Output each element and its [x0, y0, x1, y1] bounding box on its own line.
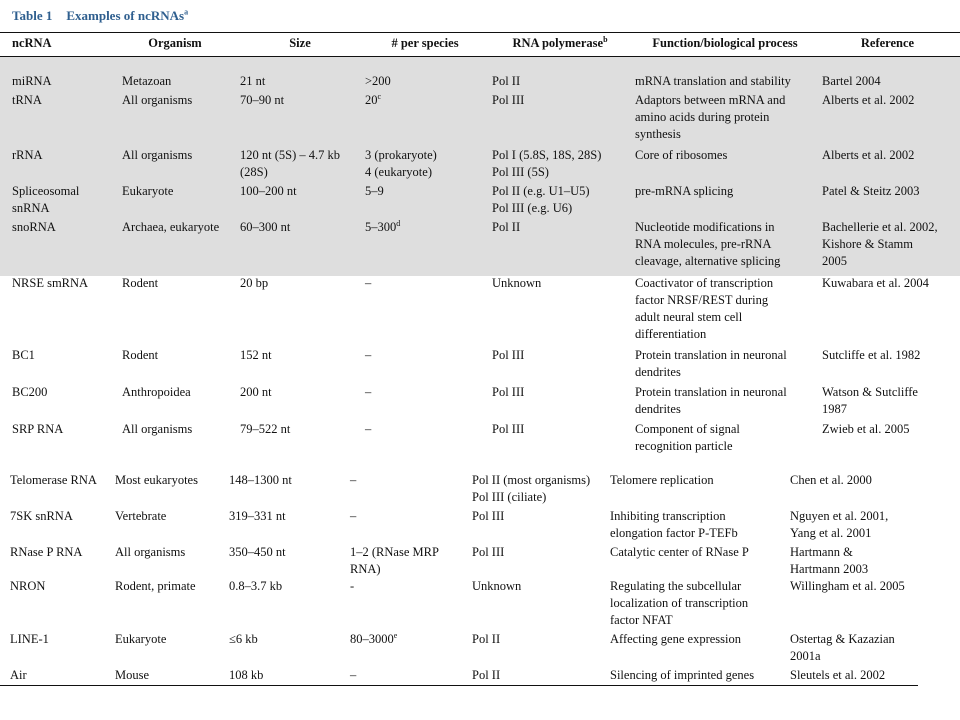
cell-text: SRP RNA: [12, 422, 64, 436]
cell-organism: [115, 508, 166, 525]
cell-polymerase: [492, 92, 524, 109]
cell-function: [635, 219, 780, 270]
cell-per-species: [365, 147, 437, 181]
cell-text: Nucleotide modifications in RNA molecules, pre-rRNA cleavage, alternative splicing: [635, 220, 781, 268]
cell-text: 20: [365, 93, 378, 107]
cell-text: Archaea, eukaryote: [122, 220, 220, 234]
cell-ncrna: [12, 147, 43, 164]
cell-polymerase: [492, 384, 524, 401]
cell-ncrna: [12, 421, 63, 438]
cell-reference: [790, 544, 868, 578]
cell-size: [240, 384, 272, 401]
cell-reference: [790, 472, 872, 489]
cell-text: pre-mRNA splicing: [635, 184, 734, 198]
cell-text: –: [365, 422, 372, 436]
cell-reference: [822, 384, 918, 418]
cell-text: Patel & Steitz 2003: [822, 184, 920, 198]
cell-size: [240, 275, 268, 292]
cell-size: [229, 508, 286, 525]
header-polymerase-mark: b: [603, 34, 608, 44]
cell-text: Zwieb et al. 2005: [822, 422, 910, 436]
cell-text: Air: [10, 668, 27, 682]
cell-function: [635, 183, 733, 200]
cell-size: [240, 147, 340, 181]
cell-per-species: [365, 92, 381, 109]
cell-reference: [790, 578, 905, 595]
cell-per-species: [365, 421, 371, 438]
cell-text: Regulating the subcellular localization of transcription factor NFAT: [610, 579, 749, 627]
cell-text: All organisms: [122, 93, 193, 107]
header-polymerase-text: RNA polymerase: [512, 36, 604, 50]
cell-text: snoRNA: [12, 220, 56, 234]
cell-per-species: [350, 544, 439, 578]
cell-organism: [122, 92, 192, 109]
cell-text: Pol III: [492, 348, 525, 362]
cell-text: Rodent: [122, 276, 159, 290]
cell-organism: [115, 578, 196, 595]
cell-function: [610, 667, 754, 684]
cell-reference: [822, 183, 920, 200]
cell-text: mRNA translation and stability: [635, 74, 791, 88]
cell-text: NRON: [10, 579, 46, 593]
cell-ncrna: [10, 544, 82, 561]
cell-text: –: [350, 668, 357, 682]
cell-ncrna: [12, 73, 52, 90]
cell-function: [635, 384, 787, 418]
cell-polymerase: [492, 347, 524, 364]
cell-text: Protein translation in neuronal dendrites: [635, 348, 787, 379]
cell-per-species: [365, 384, 371, 401]
cell-per-species: [350, 508, 356, 525]
header-top-rule: [0, 32, 960, 33]
cell-text: Catalytic center of RNase P: [610, 545, 749, 559]
cell-text: Component of signal recognition particle: [635, 422, 740, 453]
cell-polymerase: [492, 421, 524, 438]
cell-text: 21 nt: [240, 74, 266, 88]
cell-text: Watson & Sutcliffe 1987: [822, 385, 918, 416]
cell-ncrna: [10, 631, 49, 648]
header-size: Size: [289, 36, 311, 50]
header-polymerase: [490, 36, 630, 51]
cell-polymerase: [472, 631, 500, 648]
cell-function: [610, 472, 714, 489]
cell-text: Unknown: [472, 579, 522, 593]
cell-text: 319–331 nt: [229, 509, 286, 523]
cell-size: [229, 578, 282, 595]
cell-text: Sutcliffe et al. 1982: [822, 348, 921, 362]
cell-text: Anthropoidea: [122, 385, 191, 399]
cell-function: [610, 578, 748, 629]
cell-organism: [122, 421, 192, 438]
cell-text: All organisms: [122, 422, 193, 436]
header-bottom-rule: [0, 56, 960, 57]
cell-ncrna: [10, 578, 45, 595]
cell-reference: [790, 631, 895, 665]
cell-organism: [122, 384, 191, 401]
cell-reference: [822, 275, 929, 292]
cell-text: BC1: [12, 348, 35, 362]
cell-text: Pol III: [492, 385, 525, 399]
table-caption: [12, 8, 188, 24]
cell-function: [610, 544, 749, 561]
cell-polymerase: [472, 578, 521, 595]
cell-text: Hartmann & Hartmann 2003: [790, 545, 869, 576]
cell-text: 152 nt: [240, 348, 272, 362]
cell-organism: [122, 275, 158, 292]
cell-per-species: [365, 219, 400, 236]
cell-text: Eukaryote: [122, 184, 174, 198]
cell-text: Pol II: [472, 668, 501, 682]
cell-text: 100–200 nt: [240, 184, 297, 198]
cell-ncrna: [12, 219, 56, 236]
cell-size: [240, 92, 284, 109]
cell-text: NRSE smRNA: [12, 276, 89, 290]
cell-text: Kuwabara et al. 2004: [822, 276, 929, 290]
cell-text: Pol III: [492, 93, 525, 107]
cell-polymerase: [492, 183, 590, 217]
cell-per-species: [350, 631, 397, 648]
cell-ncrna: [12, 183, 79, 217]
cell-text: Silencing of imprinted genes: [610, 668, 755, 682]
cell-text: –: [350, 509, 357, 523]
cell-text: Ostertag & Kazazian 2001a: [790, 632, 895, 663]
cell-text: All organisms: [115, 545, 186, 559]
cell-ncrna: [10, 472, 97, 489]
cell-organism: [115, 472, 198, 489]
cell-per-species: [365, 275, 371, 292]
cell-text: –: [365, 385, 372, 399]
cell-text: Pol II: [492, 74, 521, 88]
header-organism: Organism: [148, 36, 202, 50]
cell-text: Bartel 2004: [822, 74, 881, 88]
cell-function: [610, 508, 738, 542]
cell-reference: [822, 92, 914, 109]
caption-text: Examples of ncRNAs: [66, 8, 185, 23]
cell-text: 1–2 (RNase MRP RNA): [350, 545, 439, 576]
cell-text: 5–300: [365, 220, 397, 234]
cell-ncrna: [12, 275, 88, 292]
cell-per-species: [365, 347, 371, 364]
cell-text: Adaptors between mRNA and amino acids during protein synthesis: [635, 93, 786, 141]
cell-size: [240, 73, 265, 90]
header-per-species: # per species: [391, 36, 459, 50]
cell-organism: [122, 147, 192, 164]
cell-text: 7SK snRNA: [10, 509, 73, 523]
cell-organism: [122, 73, 171, 90]
cell-ncrna: [10, 508, 73, 525]
cell-text: 60–300 nt: [240, 220, 291, 234]
cell-text: 70–90 nt: [240, 93, 285, 107]
cell-text: 5–9: [365, 184, 384, 198]
cell-text: Affecting gene expression: [610, 632, 741, 646]
cell-organism: [122, 347, 158, 364]
cell-polymerase: [472, 544, 504, 561]
caption-footnote-mark: a: [184, 7, 189, 17]
cell-text: 148–1300 nt: [229, 473, 292, 487]
cell-text: -: [350, 579, 355, 593]
cell-text: 0.8–3.7 kb: [229, 579, 283, 593]
cell-function: [635, 421, 740, 455]
header-reference: Reference: [860, 36, 915, 50]
cell-function: [635, 92, 785, 143]
cell-polymerase: [492, 219, 520, 236]
cell-polymerase: [472, 472, 590, 506]
cell-text: Bachellerie et al. 2002, Kishore & Stamm 2005: [822, 220, 938, 268]
cell-polymerase: [492, 147, 601, 181]
cell-text: 79–522 nt: [240, 422, 291, 436]
cell-size: [229, 667, 263, 684]
cell-text: Vertebrate: [115, 509, 167, 523]
cell-ncrna: [12, 347, 35, 364]
cell-size: [229, 472, 292, 489]
cell-polymerase: [492, 275, 541, 292]
cell-reference: [822, 73, 881, 90]
cell-polymerase: [472, 508, 504, 525]
cell-function: [610, 631, 741, 648]
cell-organism: [115, 667, 149, 684]
cell-reference: [790, 667, 885, 684]
cell-text: Alberts et al. 2002: [822, 93, 915, 107]
cell-text: Pol II (e.g. U1–U5) Pol III (e.g. U6): [492, 184, 590, 215]
cell-text: Mouse: [115, 668, 150, 682]
cell-text: miRNA: [12, 74, 52, 88]
cell-per-species: [350, 667, 356, 684]
cell-size: [240, 421, 290, 438]
cell-text: Telomere replication: [610, 473, 714, 487]
cell-text: Unknown: [492, 276, 542, 290]
cell-function: [635, 73, 791, 90]
cell-text: 80–3000: [350, 632, 394, 646]
cell-function: [635, 347, 787, 381]
cell-reference: [822, 347, 920, 364]
cell-text: Telomerase RNA: [10, 473, 97, 487]
caption-label: Table 1: [12, 8, 53, 23]
cell-text: Pol III: [492, 422, 525, 436]
cell-reference: [822, 219, 938, 270]
header-function: Function/biological process: [652, 36, 798, 50]
cell-text: All organisms: [122, 148, 193, 162]
table-bottom-rule: [0, 685, 918, 686]
cell-text: Pol II: [472, 632, 501, 646]
cell-polymerase: [472, 667, 500, 684]
header-ncrna: ncRNA: [12, 36, 52, 50]
cell-polymerase: [492, 73, 520, 90]
cell-text: Coactivator of transcription factor NRSF/REST during adult neural stem cell differentiation: [635, 276, 774, 341]
cell-size: [240, 347, 272, 364]
cell-ncrna: [10, 667, 27, 684]
cell-text: tRNA: [12, 93, 42, 107]
cell-organism: [115, 631, 166, 648]
cell-text: Protein translation in neuronal dendrites: [635, 385, 787, 416]
cell-ncrna: [12, 384, 47, 401]
cell-text: Most eukaryotes: [115, 473, 198, 487]
cell-text: 3 (prokaryote) 4 (eukaryote): [365, 148, 437, 179]
cell-text: 20 bp: [240, 276, 269, 290]
cell-text: >200: [365, 74, 391, 88]
cell-text: 120 nt (5S) – 4.7 kb (28S): [240, 148, 340, 179]
cell-organism: [115, 544, 185, 561]
cell-organism: [122, 183, 173, 200]
cell-text: –: [365, 276, 372, 290]
footnote-mark: c: [377, 91, 382, 101]
cell-ncrna: [12, 92, 42, 109]
cell-reference: [790, 508, 888, 542]
cell-per-species: [350, 472, 356, 489]
footnote-mark: d: [396, 218, 401, 228]
cell-function: [635, 275, 773, 343]
cell-text: Pol III: [472, 545, 505, 559]
cell-text: Pol III: [472, 509, 505, 523]
cell-text: Nguyen et al. 2001, Yang et al. 2001: [790, 509, 889, 540]
cell-size: [229, 631, 258, 648]
cell-size: [229, 544, 286, 561]
footnote-mark: e: [393, 630, 398, 640]
cell-text: 200 nt: [240, 385, 272, 399]
cell-text: –: [365, 348, 372, 362]
cell-text: 108 kb: [229, 668, 264, 682]
cell-reference: [822, 147, 914, 164]
cell-per-species: [350, 578, 354, 595]
cell-reference: [822, 421, 909, 438]
cell-text: Pol I (5.8S, 18S, 28S) Pol III (5S): [492, 148, 602, 179]
cell-text: Inhibiting transcription elongation factor P-TEFb: [610, 509, 738, 540]
cell-text: Rodent: [122, 348, 159, 362]
cell-function: [635, 147, 727, 164]
cell-text: –: [350, 473, 357, 487]
cell-text: 350–450 nt: [229, 545, 286, 559]
cell-size: [240, 219, 290, 236]
cell-text: ≤6 kb: [229, 632, 258, 646]
cell-text: Eukaryote: [115, 632, 167, 646]
cell-per-species: [365, 73, 391, 90]
cell-text: Pol II: [492, 220, 521, 234]
cell-text: Core of ribosomes: [635, 148, 728, 162]
cell-text: Chen et al. 2000: [790, 473, 872, 487]
cell-text: Alberts et al. 2002: [822, 148, 915, 162]
cell-per-species: [365, 183, 384, 200]
cell-text: BC200: [12, 385, 48, 399]
cell-text: Spliceosomal snRNA: [12, 184, 80, 215]
cell-text: Pol II (most organisms) Pol III (ciliate): [472, 473, 591, 504]
cell-text: Sleutels et al. 2002: [790, 668, 886, 682]
cell-organism: [122, 219, 219, 236]
cell-text: RNase P RNA: [10, 545, 83, 559]
cell-size: [240, 183, 297, 200]
cell-text: LINE-1: [10, 632, 49, 646]
cell-text: Willingham et al. 2005: [790, 579, 905, 593]
cell-text: Metazoan: [122, 74, 172, 88]
cell-text: Rodent, primate: [115, 579, 196, 593]
cell-text: rRNA: [12, 148, 43, 162]
